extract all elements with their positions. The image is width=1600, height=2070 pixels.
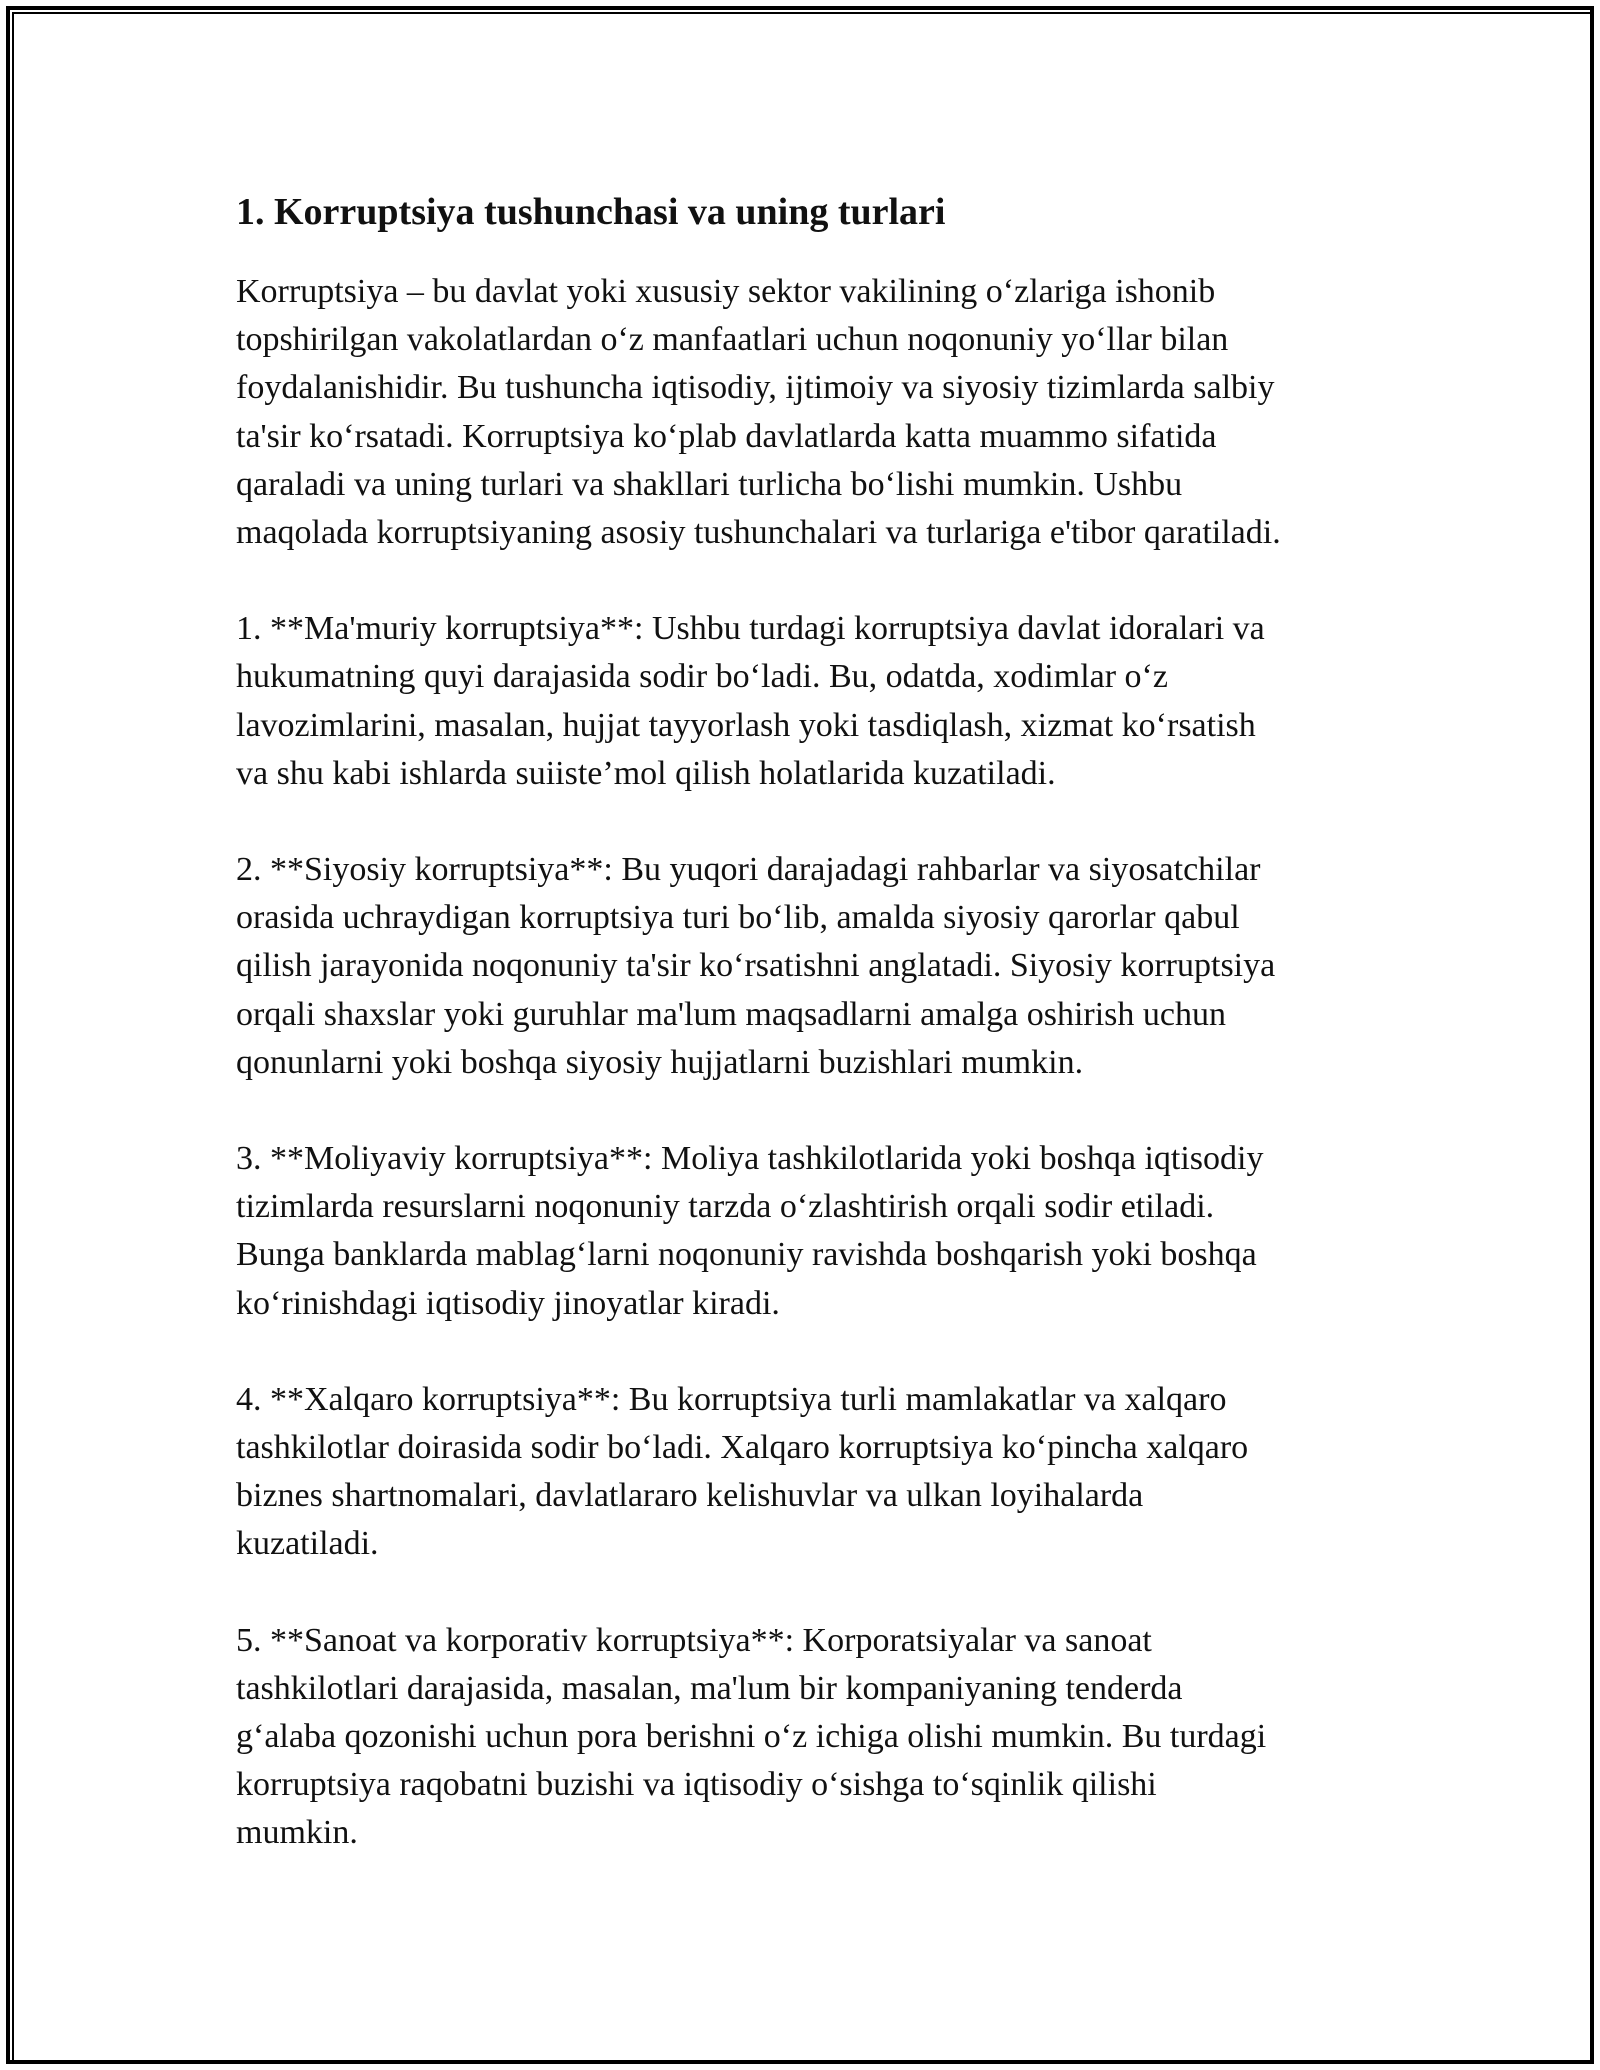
list-item-administrative-corruption: 1. **Ma'muriy korruptsiya**: Ushbu turdagi korruptsiya davlat idoralari va hukumatning quyi darajasida sodir bo‘ladi. Bu, odatda, xodimlar o‘z lavozimlarini, masalan, hujjat tayyorlash yoki tasdiqlash, xizmat ko‘rsatish va shu kabi ishlarda suiiste’mol qilish holatlarida kuzatiladi. <box>236 610 1265 792</box>
document-body <box>236 186 1376 1906</box>
document-title: 1. Korruptsiya tushunchasi va uning turlari <box>236 191 946 233</box>
list-item-financial-corruption: 3. **Moliyaviy korruptsiya**: Moliya tashkilotlarida yoki boshqa iqtisodiy tizimlarda resurslarni noqonuniy tarzda o‘zlashtirish orqali sodir etiladi. Bunga banklarda mablag‘larni noqonuniy ravishda boshqarish yoki boshqa ko‘rinishdagi iqtisodiy jinoyatlar kiradi. <box>236 1140 1264 1322</box>
list-item-international-corruption: 4. **Xalqaro korruptsiya**: Bu korruptsiya turli mamlakatlar va xalqaro tashkilotlar doirasida sodir bo‘ladi. Xalqaro korruptsiya ko‘pincha xalqaro biznes shartnomalari, davlatlararo kelishuvlar va ulkan loyihalarda kuzatiladi. <box>236 1380 1249 1563</box>
list-item-corporate-corruption: 5. **Sanoat va korporativ korruptsiya**: Korporatsiyalar va sanoat tashkilotlari darajasida, masalan, ma'lum bir kompaniyaning tenderda g‘alaba qozonishi uchun pora berishni o‘z ichiga olishi mumkin. Bu turdagi korruptsiya raqobatni buzishi va iqtisodiy o‘sishga to‘sqinlik qilishi mumkin. <box>236 1621 1267 1852</box>
intro-paragraph: Korruptsiya – bu davlat yoki xususiy sektor vakilining o‘zlariga ishonib topshirilgan vakolatlardan o‘z manfaatlari uchun noqonuniy yo‘llar bilan foydalanishidir. Bu tushuncha iqtisodiy, ijtimoiy va siyosiy tizimlarda salbiy ta'sir ko‘rsatadi. Korruptsiya ko‘plab davlatlarda katta muammo sifatida qaraladi va uning turlari va shakllari turlicha bo‘lishi mumkin. Ushbu maqolada korruptsiyaning asosiy tushunchalari va turlariga e'tibor qaratiladi. <box>236 273 1281 552</box>
list-item-political-corruption: 2. **Siyosiy korruptsiya**: Bu yuqori darajadagi rahbarlar va siyosatchilar orasida uchraydigan korruptsiya turi bo‘lib, amalda siyosiy qarorlar qabul qilish jarayonida noqonuniy ta'sir ko‘rsatishni anglatadi. Siyosiy korruptsiya orqali shaxslar yoki guruhlar ma'lum maqsadlarni amalga oshirish uchun qonunlarni yoki boshqa siyosiy hujjatlarni buzishlari mumkin. <box>236 851 1276 1081</box>
